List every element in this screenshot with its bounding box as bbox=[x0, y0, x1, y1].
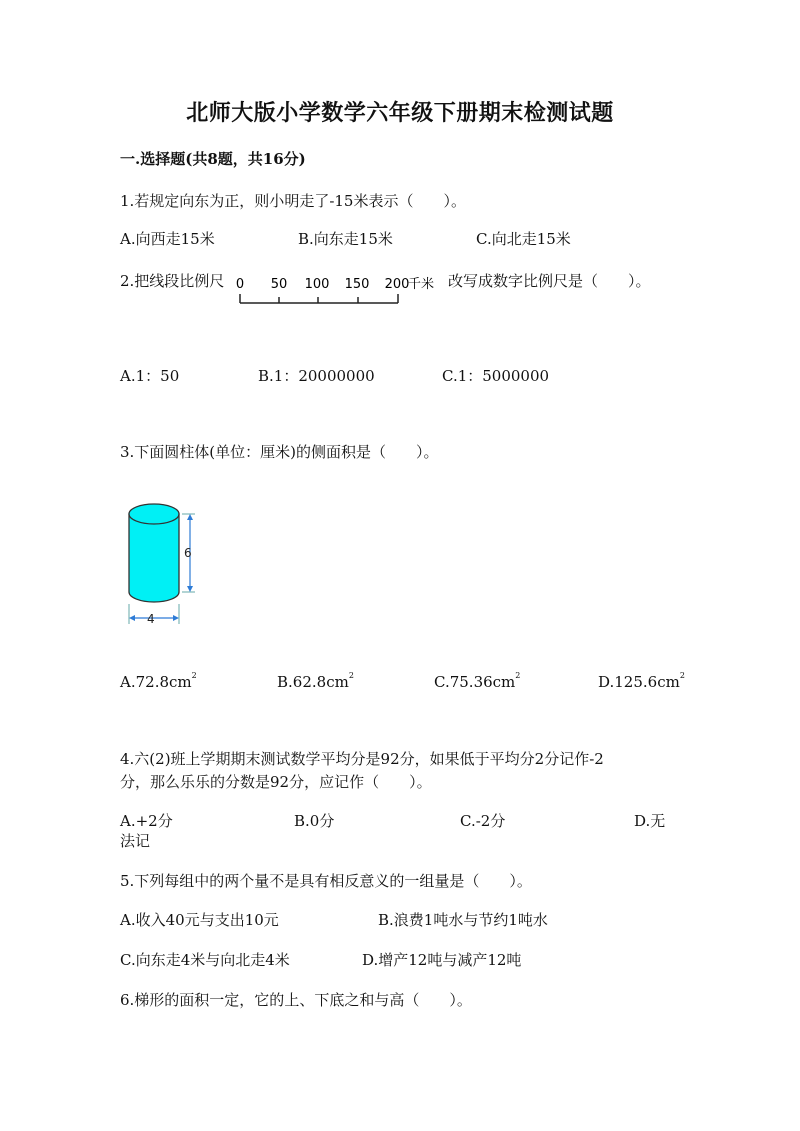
question-3-option-d: $D.125.6cm^2$ bbox=[598, 671, 685, 691]
question-2-option-c: C.1：5000000 bbox=[442, 367, 550, 385]
scale-tick-label: 50 bbox=[270, 277, 288, 292]
scale-tick-label: 100 bbox=[304, 277, 330, 292]
cylinder-figure bbox=[120, 490, 210, 630]
question-2-option-b: B.1：20000000 bbox=[258, 367, 375, 385]
question-3-option-a: $A.72.8cm^2$ bbox=[120, 671, 197, 691]
cylinder-body bbox=[129, 514, 179, 602]
question-4-option-c: C.-2分 bbox=[460, 812, 506, 830]
question-4-option-d: D.无 bbox=[634, 812, 666, 830]
question-4-line-2: 分，那么乐乐的分数是92分，应记作（ ）。 bbox=[120, 773, 432, 791]
question-4-option-a: A.+2分 bbox=[120, 812, 173, 830]
scale-tick-label: 150 bbox=[344, 277, 370, 292]
question-6-text: 6.梯形的面积一定，它的上、下底之和与高（ ）。 bbox=[120, 991, 472, 1009]
question-3-option-b: $B.62.8cm^2$ bbox=[277, 671, 354, 691]
question-3-text: 3.下面圆柱体(单位：厘米)的侧面积是（ ）。 bbox=[120, 443, 439, 461]
page-title: 北师大版小学数学六年级下册期末检测试题 bbox=[186, 100, 614, 126]
question-5-text: 5.下列每组中的两个量不是具有相反意义的一组量是（ ）。 bbox=[120, 872, 532, 890]
question-4-option-b: B.0分 bbox=[294, 812, 335, 830]
question-2-text-before: 2.把线段比例尺 bbox=[120, 272, 225, 290]
question-3-option-c: $C.75.36cm^2$ bbox=[434, 671, 521, 691]
cylinder-top bbox=[129, 504, 179, 524]
question-1-option-b: B.向东走15米 bbox=[298, 230, 393, 248]
line-scale-figure bbox=[230, 270, 448, 312]
question-1-text: 1.若规定向东为正，则小明走了-15米表示（ ）。 bbox=[120, 192, 466, 210]
question-2-text-after: 改写成数字比例尺是（ ）。 bbox=[448, 272, 651, 290]
cylinder-height-label: 6 bbox=[184, 546, 192, 560]
scale-tick-label: 0 bbox=[235, 277, 245, 292]
cylinder-diameter-label: 4 bbox=[147, 612, 155, 626]
question-1-option-c: C.向北走15米 bbox=[476, 230, 571, 248]
scale-tick-label: 200 bbox=[384, 277, 410, 292]
question-2-option-a: A.1：50 bbox=[120, 367, 180, 385]
scale-unit-label: 千米 bbox=[408, 277, 435, 292]
question-1-option-a: A.向西走15米 bbox=[120, 230, 215, 248]
question-5-option-d: D.增产12吨与减产12吨 bbox=[362, 951, 522, 969]
question-4-line-1: 4.六(2)班上学期期末测试数学平均分是92分，如果低于平均分2分记作-2 bbox=[120, 750, 604, 768]
question-4-option-d-wrap: 法记 bbox=[120, 832, 151, 850]
section-heading: 一.选择题(共8题，共16分) bbox=[120, 150, 306, 168]
question-5-option-b: B.浪费1吨水与节约1吨水 bbox=[378, 911, 548, 929]
question-5-option-c: C.向东走4米与向北走4米 bbox=[120, 951, 290, 969]
question-5-option-a: A.收入40元与支出10元 bbox=[120, 911, 279, 929]
